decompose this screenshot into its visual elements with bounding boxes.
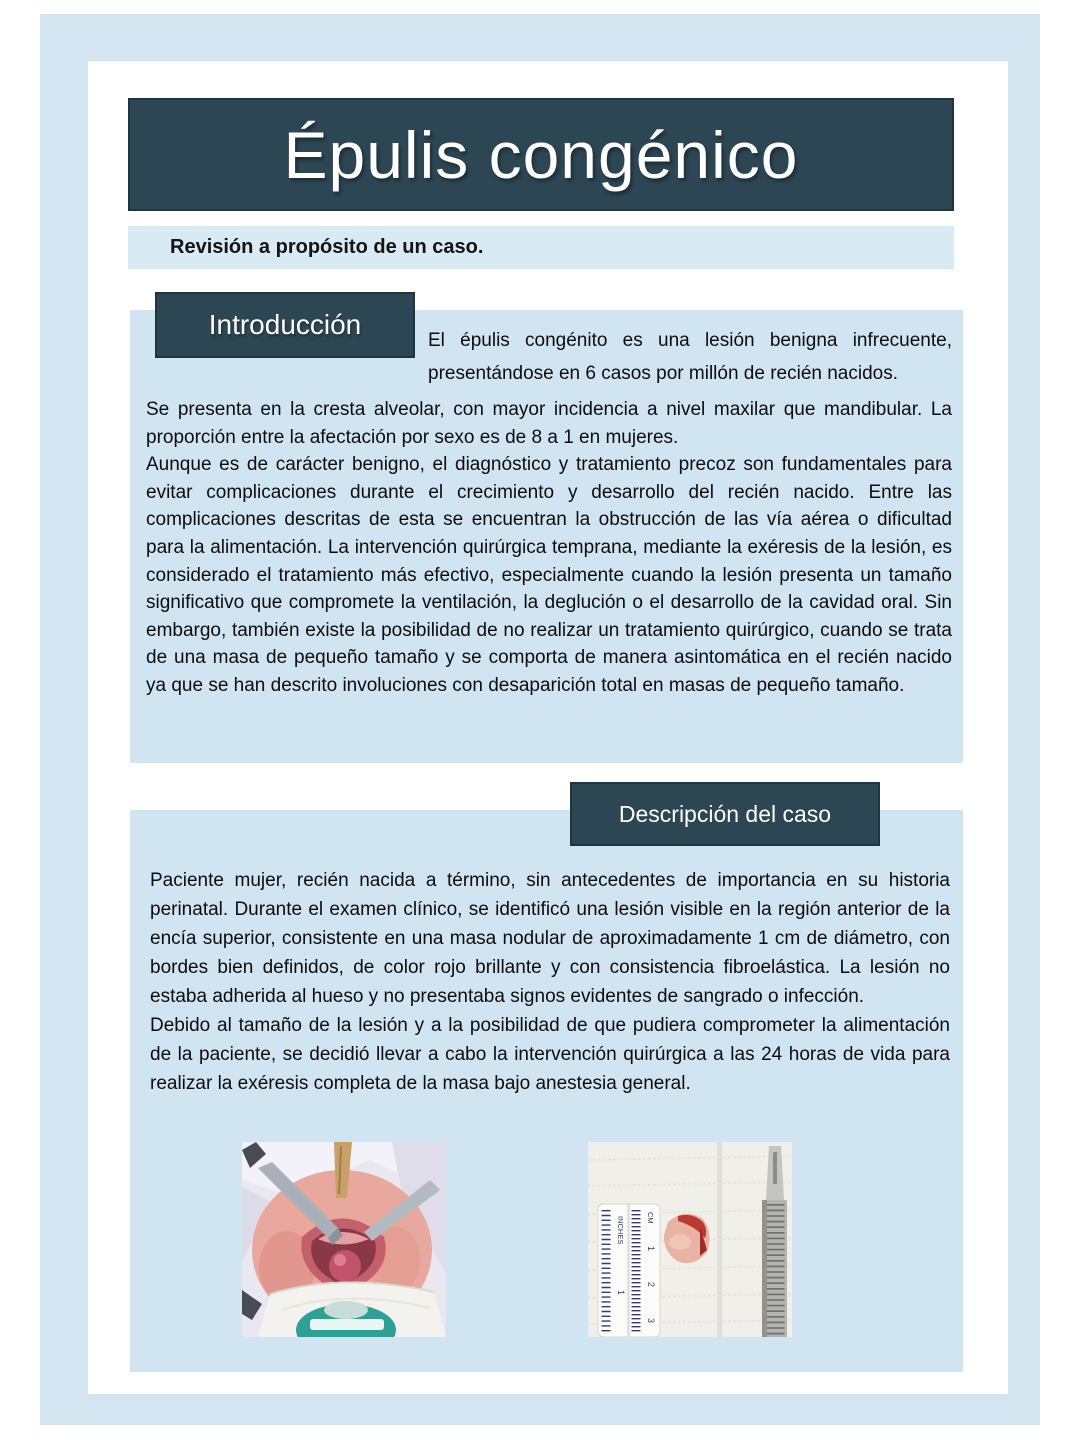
case-paragraph: Debido al tamaño de la lesión y a la posibilidad de que pudiera comprometer la alimentación de la paciente, se decidió llevar a cabo la intervención quirúrgica a las 24 horas de vida para realizar la exéresis completa de la masa bajo anestesia general. (150, 1015, 950, 1094)
case-body (150, 866, 950, 1098)
ruler-inch-number: 1 (616, 1290, 626, 1296)
specimen-photo-illustration (588, 1142, 792, 1337)
poster-subtitle: Revisión a propósito de un caso. (170, 236, 484, 258)
intro-paragraph: Aunque es de carácter benigno, el diagnóstico y tratamiento precoz son fundamentales para evitar complicaciones durante el crecimiento y desarrollo del recién nacido. Entre las complicaciones descritas de esta se encuentran la obstrucción de las vía aérea o dificultad para la alimentación. La intervención quirúrgica temprana, mediante la exéresis de la lesión, es considerado el tratamiento más efectivo, especialmente cuando la lesión presenta un tamaño significativo que compromete la ventilación, la deglución o el desarrollo de la cavidad oral. Sin embargo, también existe la posibilidad de no realizar un tratamiento quirúrgico, cuando se trata de una masa de pequeño tamaño y se comporta de manera asintomática en el recién nacido ya que se han descrito involuciones con desaparición total en masas de pequeño tamaño. (146, 454, 952, 696)
title-banner (128, 98, 954, 211)
ruler-cm-number: 2 (646, 1282, 656, 1288)
poster-title: Épulis congénico (283, 117, 799, 192)
case-heading: Descripción del caso (618, 800, 832, 827)
case-paragraph: Paciente mujer, recién nacida a término, sin antecedentes de importancia en su historia perinatal. Durante el examen clínico, se identificó una lesión visible en la región anterior de la encía superior, consistente en una masa nodular de aproximadamente 1 cm de diámetro, con bordes bien definidos, de color rojo brillante y con consistencia fibroelástica. La lesión no estaba adherida al hueso y no presentaba signos evidentes de sangrado o infección. (150, 870, 950, 1007)
case-heading-box (570, 782, 880, 846)
intro-paragraph: Se presenta en la cresta alveolar, con mayor incidencia a nivel maxilar que mandibular. La proporción entre la afectación por sexo es de 8 a 1 en mujeres. (146, 399, 952, 448)
ruler-cm-label: CM (646, 1212, 655, 1224)
ruler-cm-number: 1 (646, 1246, 656, 1252)
intro-heading: Introducción (208, 309, 362, 340)
intro-lead-text: El épulis congénito es una lesión benigna infrecuente, presentándose en 6 casos por millón de recién nacidos. (428, 330, 952, 384)
intro-body (146, 396, 952, 700)
ruler-crease (627, 1204, 630, 1337)
specimen-highlight (669, 1234, 691, 1250)
mask-rim (324, 1301, 368, 1319)
ruler (598, 1204, 660, 1337)
lesion-highlight (334, 1254, 346, 1266)
scalpel-slot (773, 1152, 777, 1184)
specimen-photo (588, 1142, 792, 1337)
ruler-inches-label: INCHES (616, 1216, 625, 1245)
intraoperative-photo (242, 1142, 446, 1337)
scalpel-shading (762, 1200, 767, 1337)
intro-heading-box (155, 292, 415, 358)
subtitle-bar (128, 226, 954, 269)
intro-lead-paragraph (428, 324, 952, 390)
ruler-cm-number: 3 (646, 1318, 656, 1324)
gauze-fold-line (717, 1142, 722, 1337)
epulis-lesion (329, 1250, 361, 1282)
intraoperative-photo-illustration (242, 1142, 446, 1337)
mask-label-band (310, 1319, 384, 1330)
